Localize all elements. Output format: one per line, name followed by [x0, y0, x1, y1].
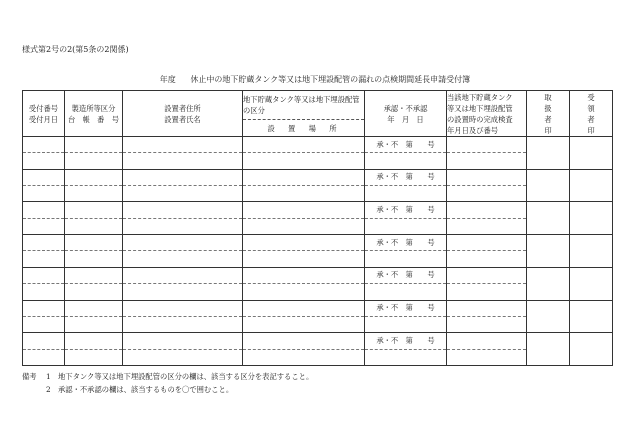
reception-cell[interactable]	[23, 267, 65, 300]
approval-number-text: 承・不 第 号	[376, 237, 435, 247]
tank-cell[interactable]	[243, 169, 365, 202]
tank-cell[interactable]	[243, 300, 365, 333]
facility-cell[interactable]	[65, 137, 123, 170]
table-row	[23, 300, 613, 333]
facility-cell[interactable]	[65, 235, 123, 268]
table-row	[23, 202, 613, 235]
header-installer-name: 設置者氏名	[164, 114, 201, 124]
approval-number-text: 承・不 第 号	[376, 139, 435, 149]
receiver-seal-cell[interactable]	[570, 267, 613, 300]
header-approval-line2: 年 月 日	[387, 114, 424, 124]
page-title	[0, 74, 630, 85]
tank-cell[interactable]	[243, 202, 365, 235]
header-installer-address: 設置者住所	[164, 103, 201, 113]
fiscal-year-label: 年度	[159, 75, 176, 84]
note-number: 1	[46, 372, 51, 381]
header-row	[23, 91, 613, 137]
facility-cell[interactable]	[65, 333, 123, 366]
completion-cell[interactable]	[447, 169, 527, 202]
tank-cell[interactable]	[243, 267, 365, 300]
receiver-seal-cell[interactable]	[570, 137, 613, 170]
reception-cell[interactable]	[23, 202, 65, 235]
installer-cell[interactable]	[123, 235, 243, 268]
tank-cell[interactable]	[243, 235, 365, 268]
table-row	[23, 333, 613, 366]
note-text: 承認・不承認の欄は、該当するものを〇で囲むこと。	[58, 385, 234, 394]
header-completion-line4: 年月日及び番号	[447, 125, 499, 135]
approval-cell[interactable]	[365, 235, 447, 268]
approval-cell[interactable]	[365, 137, 447, 170]
handler-seal-cell[interactable]	[527, 333, 570, 366]
facility-cell[interactable]	[65, 300, 123, 333]
receiver-seal-cell[interactable]	[570, 333, 613, 366]
table-row	[23, 267, 613, 300]
table-row	[23, 137, 613, 170]
approval-cell[interactable]	[365, 202, 447, 235]
installer-cell[interactable]	[123, 300, 243, 333]
header-facility-line2: 台 帳 番 号	[67, 114, 120, 124]
facility-cell[interactable]	[65, 267, 123, 300]
installer-cell[interactable]	[123, 137, 243, 170]
installer-cell[interactable]	[123, 267, 243, 300]
header-handler: 取 扱 者 印	[527, 91, 570, 137]
tank-cell[interactable]	[243, 333, 365, 366]
header-completion-line2: 等又は地下埋設配管	[447, 103, 513, 113]
note-text: 地下タンク等又は地下埋設配管の区分の欄は、該当する区分を表記すること。	[58, 372, 314, 381]
header-tank-division	[243, 91, 365, 137]
handler-seal-cell[interactable]	[527, 202, 570, 235]
completion-cell[interactable]	[447, 235, 527, 268]
approval-cell[interactable]	[365, 267, 447, 300]
header-tank-division-text: 地下貯蔵タンク等又は地下埋設配管の区分	[243, 94, 360, 115]
header-installer	[123, 91, 243, 137]
header-completion-line1: 当該地下貯蔵タンク	[447, 92, 513, 102]
notes-section	[22, 370, 313, 396]
header-completion	[447, 91, 527, 137]
completion-cell[interactable]	[447, 333, 527, 366]
receiver-seal-cell[interactable]	[570, 300, 613, 333]
receiver-seal-cell[interactable]	[570, 169, 613, 202]
approval-number-text: 承・不 第 号	[376, 270, 435, 280]
header-approval	[365, 91, 447, 137]
reception-cell[interactable]	[23, 169, 65, 202]
notes-label: 備考	[22, 372, 37, 381]
table-row	[23, 235, 613, 268]
reception-cell[interactable]	[23, 235, 65, 268]
installer-cell[interactable]	[123, 202, 243, 235]
header-reception-no	[23, 91, 65, 137]
header-location-text: 設 置 場 所	[243, 119, 364, 134]
note-number: 2	[46, 385, 51, 394]
handler-seal-cell[interactable]	[527, 169, 570, 202]
completion-cell[interactable]	[447, 202, 527, 235]
reception-cell[interactable]	[23, 300, 65, 333]
header-facility-no	[65, 91, 123, 137]
completion-cell[interactable]	[447, 300, 527, 333]
approval-number-text: 承・不 第 号	[376, 172, 435, 182]
ledger-body	[23, 137, 613, 366]
note-item	[22, 370, 313, 383]
receiver-seal-cell[interactable]	[570, 202, 613, 235]
header-reception-no-line1: 受付番号	[28, 103, 59, 113]
header-approval-line1: 承認・不承認	[383, 103, 428, 113]
reception-ledger-table	[22, 90, 613, 366]
approval-cell[interactable]	[365, 333, 447, 366]
handler-seal-cell[interactable]	[527, 300, 570, 333]
handler-seal-cell[interactable]	[527, 267, 570, 300]
completion-cell[interactable]	[447, 267, 527, 300]
installer-cell[interactable]	[123, 333, 243, 366]
approval-cell[interactable]	[365, 169, 447, 202]
approval-number-text: 承・不 第 号	[376, 335, 435, 345]
reception-cell[interactable]	[23, 137, 65, 170]
handler-seal-cell[interactable]	[527, 235, 570, 268]
approval-cell[interactable]	[365, 300, 447, 333]
title-text: 休止中の地下貯蔵タンク等又は地下埋設配管の漏れの点検期間延長申請受付簿	[190, 75, 471, 84]
header-facility-line1: 製造所等区分	[71, 103, 116, 113]
facility-cell[interactable]	[65, 202, 123, 235]
header-receiver: 受 領 者 印	[570, 91, 613, 137]
tank-cell[interactable]	[243, 137, 365, 170]
header-completion-line3: の設置時の完成検査	[447, 114, 513, 124]
header-reception-date-line: 受付月日	[28, 114, 59, 124]
installer-cell[interactable]	[123, 169, 243, 202]
facility-cell[interactable]	[65, 169, 123, 202]
approval-number-text: 承・不 第 号	[376, 205, 435, 215]
approval-number-text: 承・不 第 号	[376, 303, 435, 313]
receiver-seal-cell[interactable]	[570, 235, 613, 268]
completion-cell[interactable]	[447, 137, 527, 170]
form-number: 様式第2号の2(第5条の2関係)	[22, 45, 129, 54]
table-row	[23, 169, 613, 202]
note-item	[22, 383, 313, 396]
handler-seal-cell[interactable]	[527, 137, 570, 170]
reception-cell[interactable]	[23, 333, 65, 366]
